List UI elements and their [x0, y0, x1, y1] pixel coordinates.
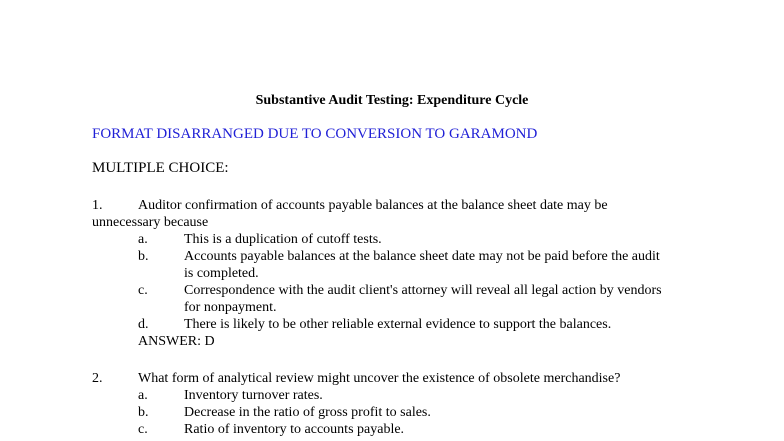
option-1d — [92, 316, 652, 333]
option-text-cont: is completed. — [184, 266, 259, 281]
question-1-line2: unnecessary because — [92, 215, 209, 230]
question-text: What form of analytical review might uncover the existence of obsolete merchandise? — [138, 371, 621, 386]
option-text: Accounts payable balances at the balance sheet date may not be paid before the audit — [184, 249, 660, 264]
option-2a — [92, 387, 652, 404]
option-letter: a. — [138, 388, 148, 403]
section-heading: MULTIPLE CHOICE: — [92, 160, 229, 176]
question-1 — [92, 197, 662, 350]
option-letter: b. — [138, 405, 149, 420]
option-letter: c. — [138, 422, 148, 437]
question-2-options — [92, 387, 652, 438]
format-notice: FORMAT DISARRANGED DUE TO CONVERSION TO GARAMOND — [92, 126, 538, 142]
option-letter: b. — [138, 249, 149, 264]
question-1-options — [92, 231, 662, 333]
question-number: 2. — [92, 371, 103, 386]
option-1c — [92, 282, 662, 316]
option-2b — [92, 404, 652, 421]
option-1b — [92, 248, 660, 282]
option-text: Correspondence with the audit client's attorney will reveal all legal action by vendors — [184, 283, 662, 298]
question-2 — [92, 370, 652, 438]
question-number: 1. — [92, 198, 103, 213]
question-2-line1 — [92, 370, 652, 387]
document-title: Substantive Audit Testing: Expenditure Cycle — [255, 93, 529, 108]
option-letter: c. — [138, 283, 148, 298]
question-1-line1 — [92, 197, 652, 214]
question-text: Auditor confirmation of accounts payable balances at the balance sheet date may be — [138, 198, 608, 213]
option-text: Ratio of inventory to accounts payable. — [184, 422, 405, 437]
option-text: This is a duplication of cutoff tests. — [184, 232, 382, 247]
option-2c — [92, 421, 652, 438]
answer-1: ANSWER: D — [138, 334, 215, 349]
option-1a — [92, 231, 652, 248]
option-text: Decrease in the ratio of gross profit to sales. — [184, 405, 431, 420]
option-text: There is likely to be other reliable external evidence to support the balances. — [184, 317, 612, 332]
option-text-cont: for nonpayment. — [184, 300, 277, 315]
option-text: Inventory turnover rates. — [184, 388, 323, 403]
option-letter: d. — [138, 317, 149, 332]
option-letter: a. — [138, 232, 148, 247]
